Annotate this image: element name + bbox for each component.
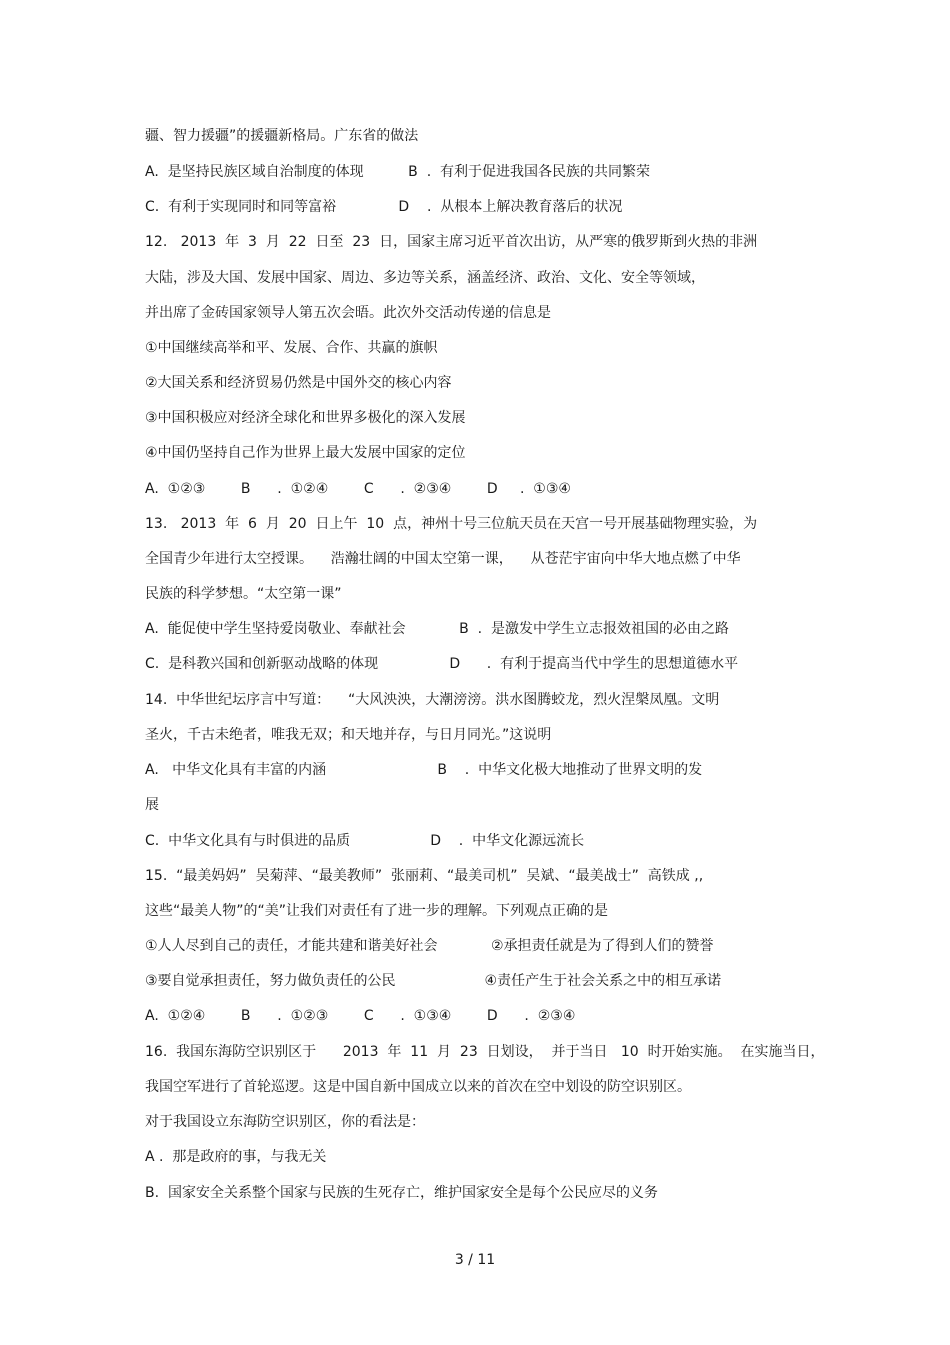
question-13-stem: 13. 2013 年 6 月 20 日上午 10 点，神州十号三位航天员在天宫一号开展基础物理实验，为 [145,516,758,532]
statement-3: ③中国积极应对经济全球化和世界多极化的深入发展 [145,410,466,426]
statement-1: ①中国继续高举和平、发展、合作、共赢的旗帜 [145,340,438,356]
question-12-stem: 12. 2013 年 3 月 22 日至 23 日，国家主席习近平首次出访，从严寒的俄罗斯到火热的非洲 [145,234,758,250]
question-15-options: A. ①②④ B . ①②③ C . ①③④ D . ②③④ [145,1008,576,1024]
text-line: 我国空军进行了首轮巡逻。这是中国自新中国成立以来的首次在空中划设的防空识别区。 [145,1079,691,1095]
question-16-stem: 16. 我国东海防空识别区于 2013 年 11 月 23 日划设， 并于当日 10 时开始实施。 在实施当日， [145,1044,825,1060]
text-line: 大陆，涉及大国、发展中国家、周边、多边等关系，涵盖经济、政治、文化、安全等领域， [145,270,705,286]
question-15-stem: 15. “最美妈妈” 吴菊萍、“最美教师” 张丽莉、“最美司机” 吴斌、“最美战士” 高铁成 ,, [145,868,704,884]
question-12-options: A. ①②③ B . ①②④ C . ②③④ D . ①③④ [145,481,571,497]
statements-1-2: ①人人尽到自己的责任，才能共建和谐美好社会 ②承担责任就是为了得到人们的赞誉 [145,938,714,954]
text-line: 这些“最美人物”的“美”让我们对责任有了进一步的理解。下列观点正确的是 [145,903,609,919]
question-13-options-c-d: C. 是科教兴国和创新驱动战略的体现 D . 有利于提高当代中学生的思想道德水平 [145,656,739,672]
question-16-option-a: A . 那是政府的事，与我无关 [145,1149,327,1165]
text-line: 全国青少年进行太空授课。 浩瀚壮阔的中国太空第一课， 从苍茫宇宙向中华大地点燃了中华 [145,551,741,567]
question-14-options-a-b: A. 中华文化具有丰富的内涵 B . 中华文化极大地推动了世界文明的发 [145,762,703,778]
page-number: 3 / 11 [454,1252,496,1268]
question-16-option-b: B. 国家安全关系整个国家与民族的生死存亡，维护国家安全是每个公民应尽的义务 [145,1185,658,1201]
question-11-options-a-b: A. 是坚持民族区域自治制度的体现 B . 有利于促进我国各民族的共同繁荣 [145,164,651,180]
question-14-options-c-d: C. 中华文化具有与时俱进的品质 D . 中华文化源远流长 [145,833,585,849]
text-line: 并出席了金砖国家领导人第五次会晤。此次外交活动传递的信息是 [145,305,551,321]
question-13-options-a-b: A. 能促使中学生坚持爱岗敬业、奉献社会 B . 是激发中学生立志报效祖国的必由之路 [145,621,729,637]
statement-2: ②大国关系和经济贸易仍然是中国外交的核心内容 [145,375,452,391]
text-line: 对于我国设立东海防空识别区，你的看法是： [145,1114,425,1130]
question-11-options-c-d: C. 有利于实现同时和同等富裕 D . 从根本上解决教育落后的状况 [145,199,623,215]
text-line: 圣火，千古未绝者，唯我无双；和天地并存，与日月同光。”这说明 [145,727,552,743]
question-14-stem: 14. 中华世纪坛序言中写道： “大风泱泱，大潮滂滂。洪水图腾蛟龙，烈火涅槃凤凰。文明 [145,692,720,708]
text-line: 民族的科学梦想。“太空第一课” [145,586,342,602]
text-line: 展 [145,797,159,813]
text-line: 疆、智力援疆”的援疆新格局。广东省的做法 [145,128,419,144]
statements-3-4: ③要自觉承担责任，努力做负责任的公民 ④责任产生于社会关系之中的相互承诺 [145,973,722,989]
statement-4: ④中国仍坚持自己作为世界上最大发展中国家的定位 [145,445,466,461]
